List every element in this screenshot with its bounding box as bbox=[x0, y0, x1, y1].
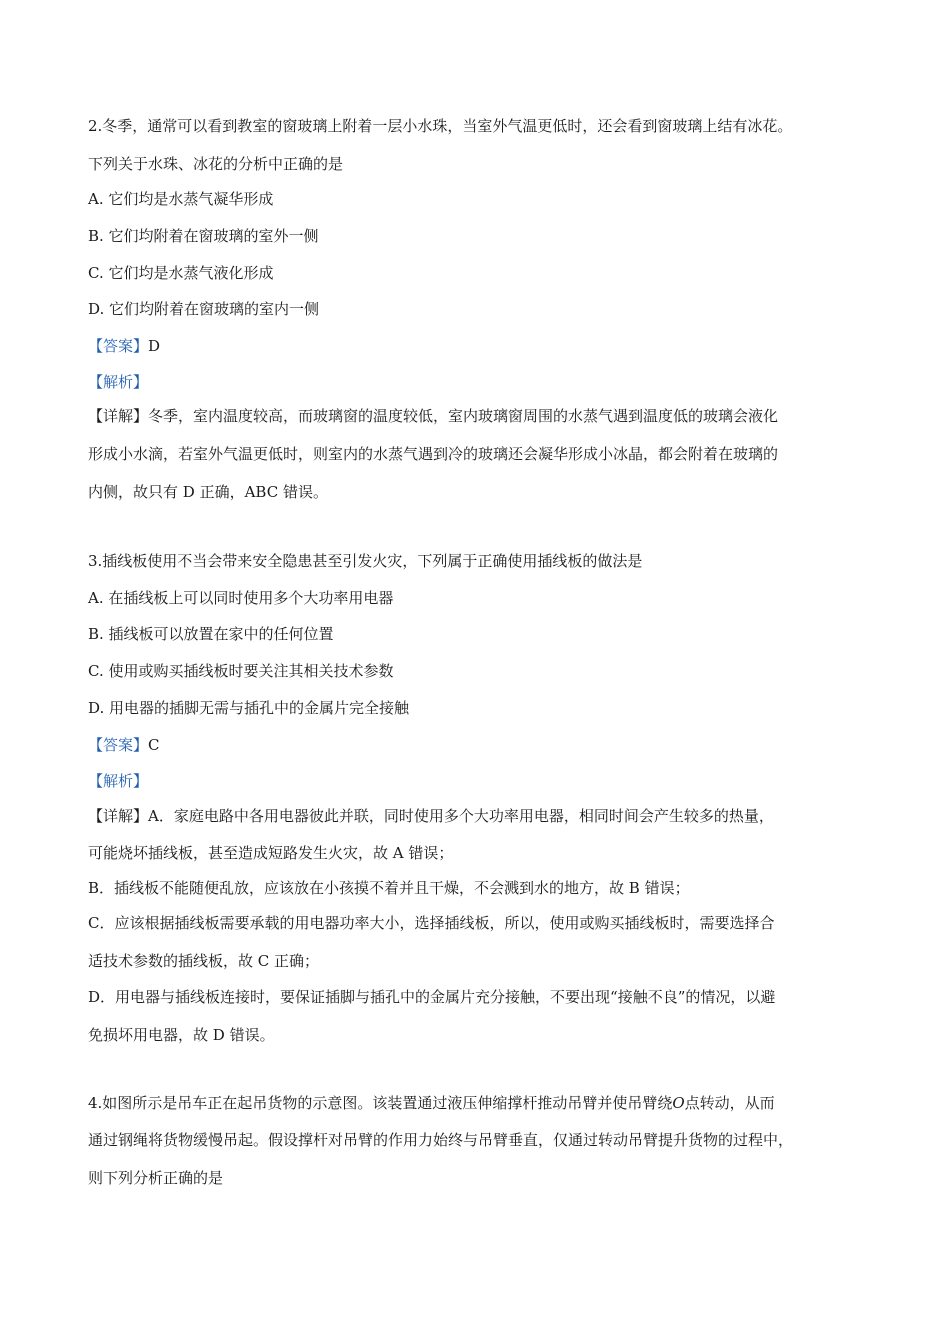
q4-stem-part-2: 点转动，从而 bbox=[684, 1094, 775, 1112]
q3-detail-line-1: 【详解】A．家庭电路中各用电器彼此并联，同时使用多个大功率用电器，相同时间会产生较多的热量， bbox=[88, 807, 774, 825]
q2-option-c: C. 它们均是水蒸气液化形成 bbox=[88, 264, 274, 282]
q2-stem-line-2: 下列关于水珠、冰花的分析中正确的是 bbox=[88, 155, 344, 173]
q2-detail-line-2: 形成小水滴，若室外气温更低时，则室内的水蒸气遇到冷的玻璃还会凝华形成小冰晶，都会附着在玻璃的 bbox=[88, 445, 779, 463]
q2-option-d: D. 它们均附着在窗玻璃的室内一侧 bbox=[88, 300, 320, 318]
q3-detail-line-5: 适技术参数的插线板，故 C 正确； bbox=[88, 952, 320, 970]
q3-option-c: C. 使用或购买插线板时要关注其相关技术参数 bbox=[88, 662, 394, 680]
q3-option-b: B. 插线板可以放置在家中的任何位置 bbox=[88, 625, 334, 643]
q4-stem-line-2: 通过钢绳将货物缓慢吊起。假设撑杆对吊臂的作用力始终与吊臂垂直，仅通过转动吊臂提升货物的过程中， bbox=[88, 1131, 794, 1149]
q3-stem-line-1: 3.插线板使用不当会带来安全隐患甚至引发火灾，下列属于正确使用插线板的做法是 bbox=[88, 552, 643, 570]
q2-answer-tag: 【答案】 bbox=[88, 337, 149, 355]
q4-stem-line-1 bbox=[88, 1093, 775, 1113]
q2-answer-value: D bbox=[148, 337, 161, 355]
q3-detail-line-7: 免损坏用电器，故 D 错误。 bbox=[88, 1026, 275, 1044]
q3-answer-tag: 【答案】 bbox=[88, 736, 149, 754]
q2-detail-line-1: 【详解】冬季，室内温度较高，而玻璃窗的温度较低，室内玻璃窗周围的水蒸气遇到温度低的玻璃会液化 bbox=[88, 407, 779, 425]
q3-detail-line-3: B．插线板不能随便乱放，应该放在小孩摸不着并且干燥，不会溅到水的地方，故 B 错误； bbox=[88, 879, 690, 897]
q3-answer-value: C bbox=[148, 736, 160, 754]
q4-point-o-label: O bbox=[672, 1094, 685, 1112]
q2-option-a: A. 它们均是水蒸气凝华形成 bbox=[88, 190, 274, 208]
q2-answer-line bbox=[88, 336, 160, 356]
q3-detail-line-4: C．应该根据插线板需要承载的用电器功率大小，选择插线板，所以，使用或购买插线板时，需要选择合 bbox=[88, 914, 775, 932]
q3-detail-line-6: D．用电器与插线板连接时，要保证插脚与插孔中的金属片充分接触，不要出现“接触不良”的情况，以避 bbox=[88, 988, 776, 1006]
q2-analysis-tag: 【解析】 bbox=[88, 373, 149, 391]
q2-stem-line-1: 2.冬季，通常可以看到教室的窗玻璃上附着一层小水珠，当室外气温更低时，还会看到窗玻璃上结有冰花。 bbox=[88, 117, 793, 135]
q3-analysis-tag: 【解析】 bbox=[88, 772, 149, 790]
q3-option-a: A. 在插线板上可以同时使用多个大功率用电器 bbox=[88, 589, 394, 607]
q4-stem-line-3: 则下列分析正确的是 bbox=[88, 1169, 224, 1187]
q2-detail-line-3: 内侧，故只有 D 正确，ABC 错误。 bbox=[88, 483, 328, 501]
q3-option-d: D. 用电器的插脚无需与插孔中的金属片完全接触 bbox=[88, 699, 410, 717]
q2-option-b: B. 它们均附着在窗玻璃的室外一侧 bbox=[88, 227, 319, 245]
q3-detail-line-2: 可能烧坏插线板，甚至造成短路发生火灾，故 A 错误； bbox=[88, 844, 454, 862]
q3-answer-line bbox=[88, 735, 160, 755]
q4-stem-part-1: 4.如图所示是吊车正在起吊货物的示意图。该装置通过液压伸缩撑杆推动吊臂并使吊臂绕 bbox=[88, 1094, 673, 1112]
